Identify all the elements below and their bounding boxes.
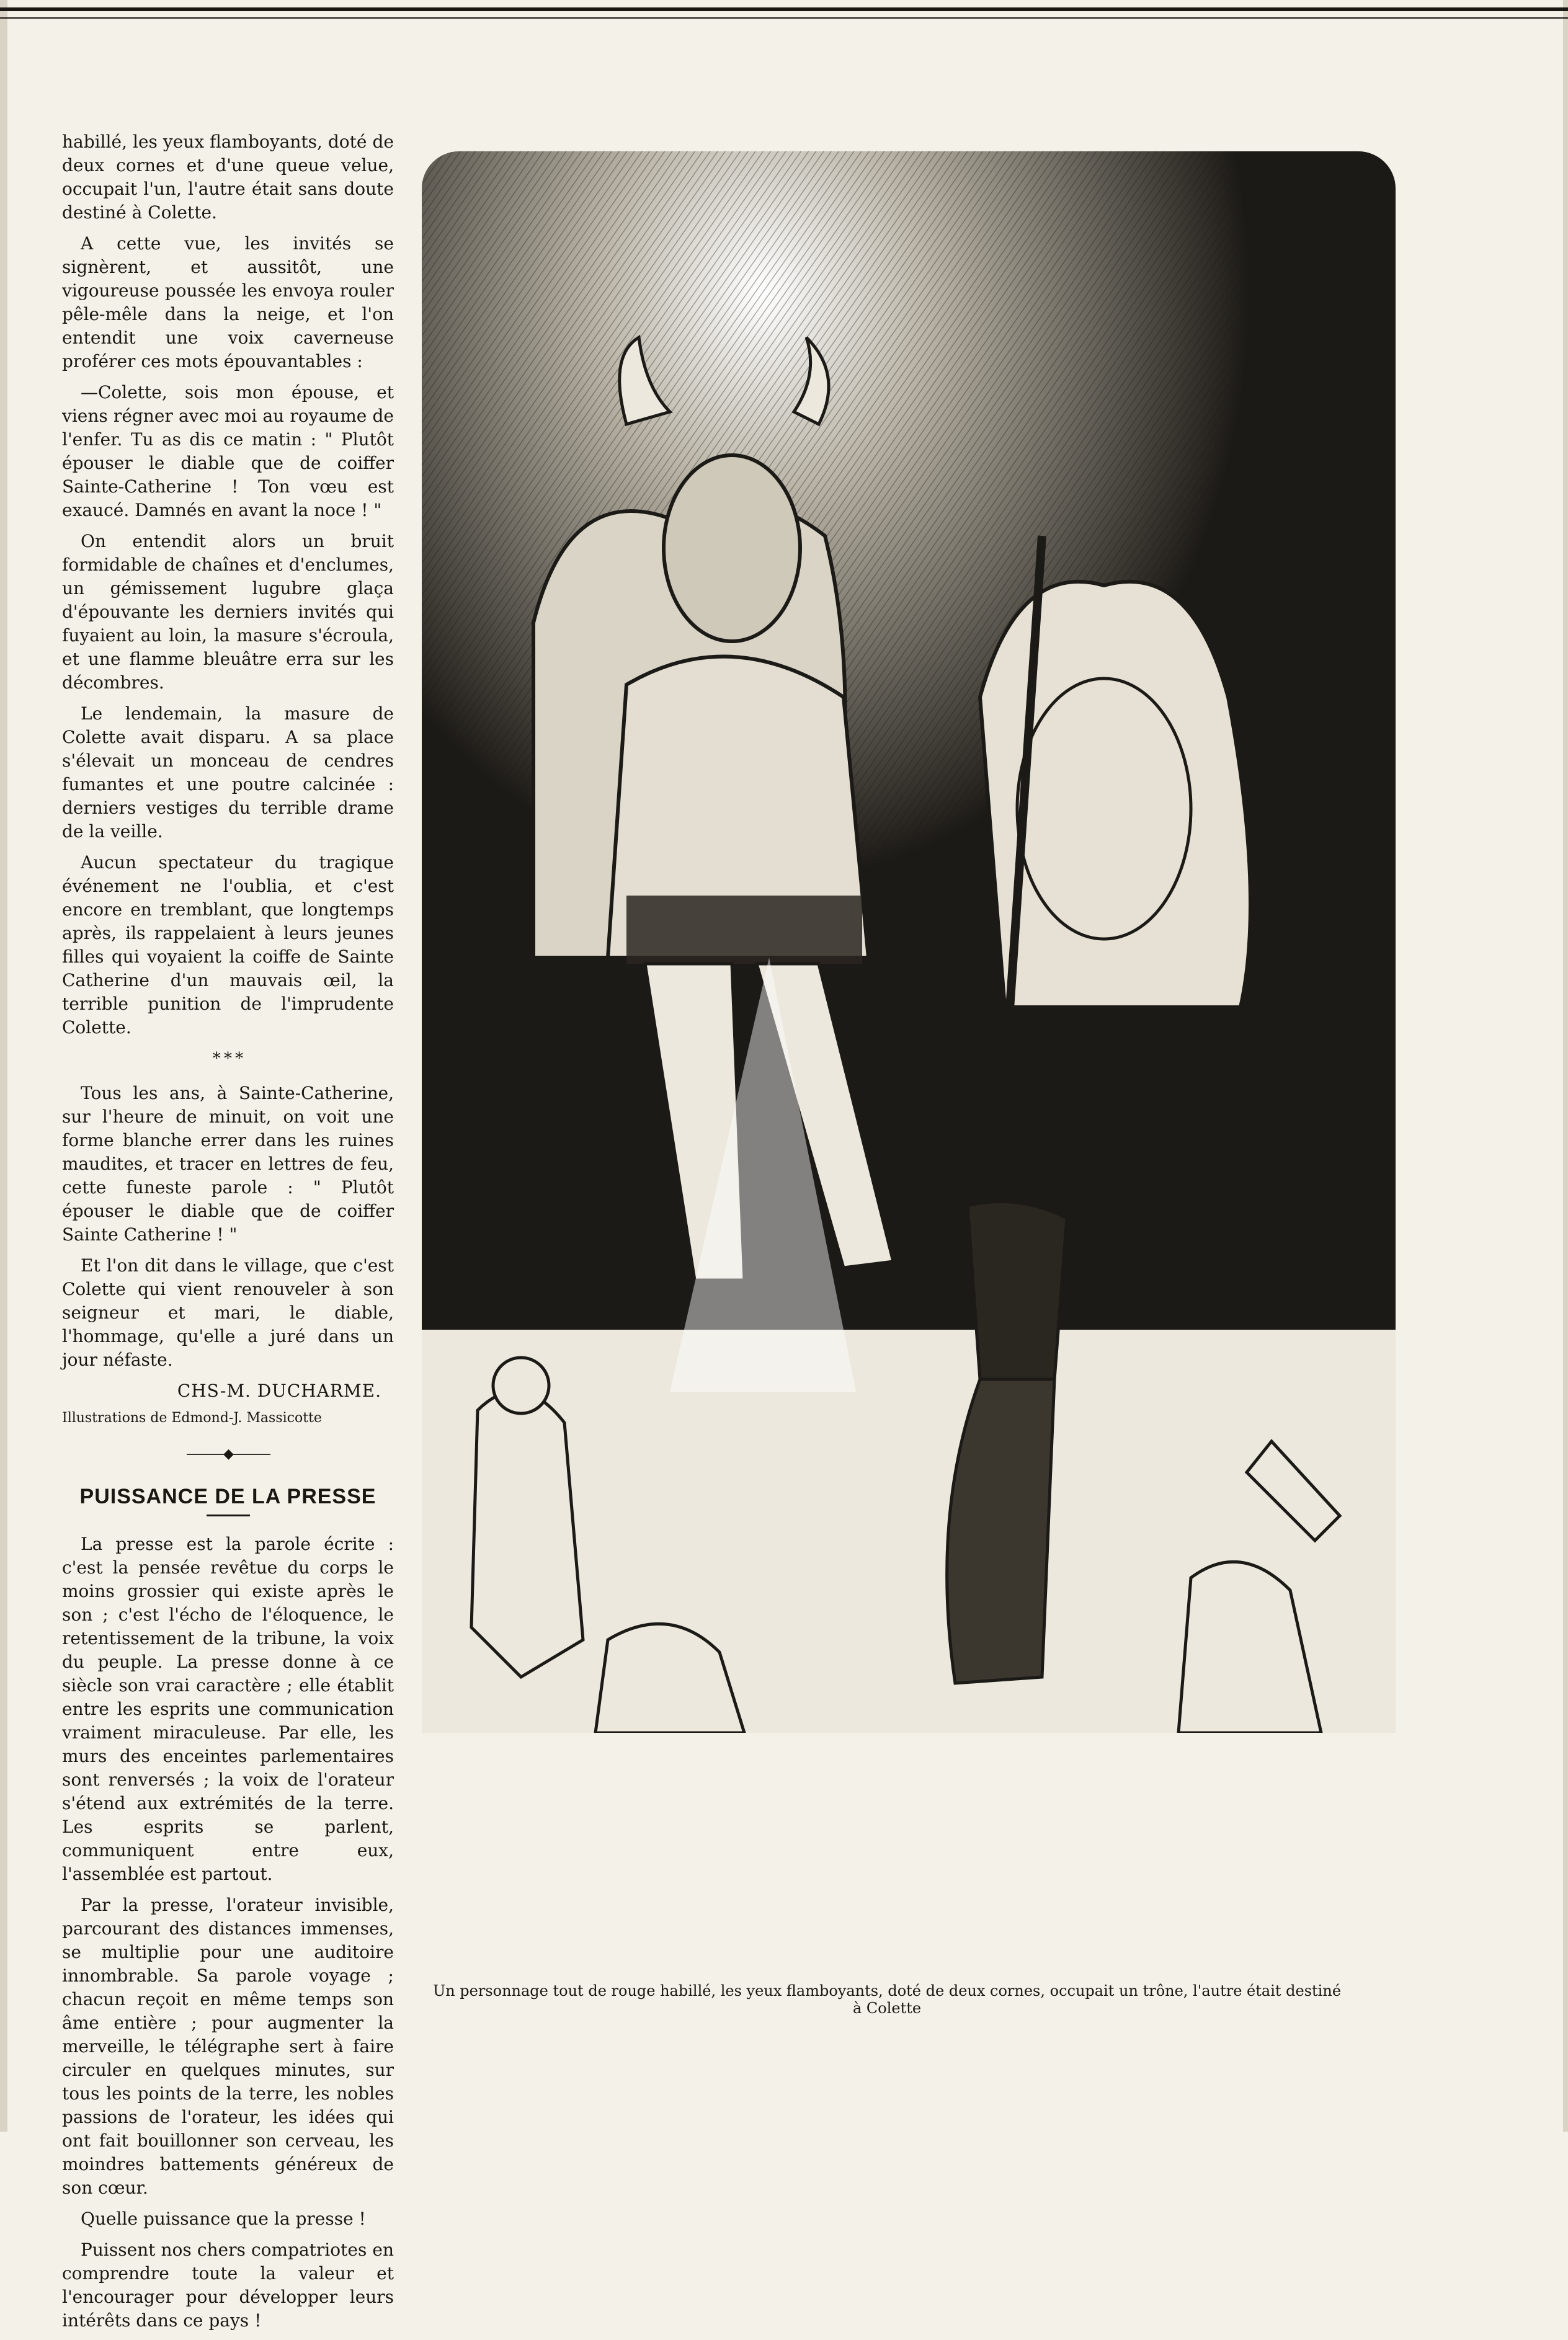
- article-paragraph: Par la presse, l'orateur invisible, parcourant des distances immenses, se multiplie pour une auditoire innombrable. Sa parole voyage ; chacun reçoit en même temps son âme entière ; pour augmenter la merveille, le télégraphe sert à faire circuler en quelques minutes, sur tous les points de la terre, les nobles passions de l'orateur, les idées qui ont fait bouillonner son cerveau, les moindres battements généreux de son cœur.: [62, 1895, 394, 2198]
- article-paragraph: A cette vue, les invités se signèrent, et aussitôt, une vigoureuse poussée les envoya rouler pêle-mêle dans la neige, et l'on entendit une voix caverneuse proférer ces mots épouvantables :: [62, 233, 394, 371]
- article-paragraph: Et l'on dit dans le village, que c'est Colette qui vient renouveler à son seigneur et mari, le diable, l'hommage, qu'elle a juré dans un jour néfaste.: [62, 1255, 394, 1370]
- devil-head: [664, 455, 800, 641]
- article-paragraph: Puissent nos chers compatriotes en comprendre toute la valeur et l'encourager pour développer leurs intérêts dans ce pays !: [62, 2240, 394, 2331]
- woman-bodice: [968, 1201, 1067, 1379]
- article-paragraph: Tous les ans, à Sainte-Catherine, sur l'heure de minuit, on voit une forme blanche errer dans les ruines maudites, et tracer en lettres de feu, cette funeste parole : " Plutôt épouser le diable que de coiffer Sainte Catherine ! ": [62, 1083, 394, 1245]
- article-paragraph: Quelle puissance que la presse !: [81, 2209, 366, 2229]
- illustration-drawing: [422, 151, 1396, 1733]
- section-ornament: ———◆———: [186, 1446, 270, 1462]
- illustration-caption: Un personnage tout de rouge habillé, les yeux flamboyants, doté de deux cornes, occupait un trône, l'autre était destiné à Colette: [432, 1982, 1342, 2017]
- page-edge-left: [0, 0, 7, 2132]
- top-rule-thin: [0, 17, 1568, 19]
- devil-belt: [626, 896, 862, 964]
- top-rule: [0, 7, 1568, 11]
- article-paragraph: Aucun spectateur du tragique événement ne l'oublia, et c'est encore en tremblant, que longtemps après, ils rappelaient à leurs jeunes filles qui voyaient la coiffe de Sainte Catherine d'un mauvais œil, la terrible punition de l'imprudente Colette.: [62, 852, 394, 1038]
- title-rule: [207, 1515, 250, 1516]
- article-paragraph: On entendit alors un bruit formidable de chaînes et d'enclumes, un gémissement lugubre glaça d'épouvante les derniers invités qui fuyaient au loin, la masure s'écroula, et une flamme bleuâtre erra sur les décombres.: [62, 531, 394, 693]
- article-paragraph: —Colette, sois mon épouse, et viens régner avec moi au royaume de l'enfer. Tu as dis ce matin : " Plutôt épouser le diable que de coiffer Sainte-Catherine ! Ton vœu est exaucé. Damnés en avant la noce ! ": [62, 382, 394, 520]
- article-paragraph: La presse est la parole écrite : c'est la pensée revêtue du corps le moins grossier qui existe après le son ; c'est l'écho de l'éloquence, le retentissement de la tribune, la voix du peuple. La presse donne à ce siècle son vrai caractère ; elle établit entre les esprits une communication vraiment miraculeuse. Par elle, les murs des enceintes parlementaires sont renversés ; la voix de l'orateur s'étend aux extrémités de la terre. Les esprits se parlent, communiquent entre eux, l'assemblée est partout.: [62, 1534, 394, 1884]
- article-paragraph: Le lendemain, la masure de Colette avait disparu. A sa place s'élevait un monceau de cendres fumantes et une poutre calcinée : derniers vestiges du terrible drame de la veille.: [62, 703, 394, 842]
- devil-illustration: [422, 151, 1396, 1733]
- illustration-credit: Illustrations de Edmond-J. Massicotte: [62, 1410, 322, 1426]
- page-edge-right: [1563, 0, 1568, 2132]
- guest-left-head: [493, 1358, 549, 1413]
- article-paragraph: habillé, les yeux flamboyants, doté de deux cornes et d'une queue velue, occupait l'un, l'autre était sans doute destiné à Colette.: [62, 131, 394, 223]
- text-column: [62, 130, 394, 2340]
- section-stars: * * *: [212, 1049, 244, 1068]
- guest-left: [471, 1391, 583, 1677]
- woman-head: [983, 1134, 1051, 1203]
- author-signature: CHS-M. DUCHARME.: [177, 1381, 381, 1401]
- article-title: PUISSANCE DE LA PRESSE: [79, 1485, 376, 1508]
